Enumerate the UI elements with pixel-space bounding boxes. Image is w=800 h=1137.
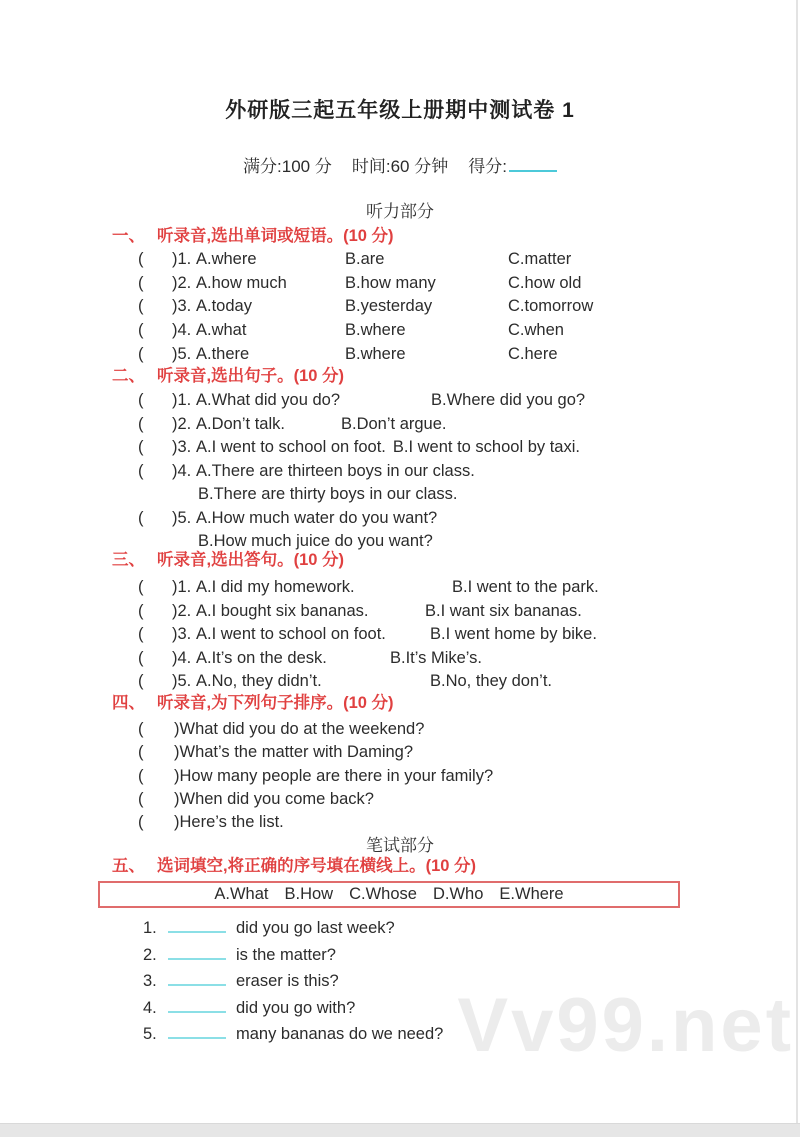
answer-bracket: ( — [138, 813, 144, 832]
answer-bracket: ( — [138, 789, 144, 808]
answer-bracket: ( — [138, 672, 144, 690]
answer-bracket: ( — [138, 414, 144, 433]
option-a: A.I went to school on foot. — [196, 438, 386, 456]
question-row — [138, 741, 800, 764]
question-row — [138, 248, 800, 272]
question-number: )3. — [172, 297, 192, 316]
fill-in-items — [143, 915, 800, 1048]
option-b: B.yesterday — [345, 297, 433, 316]
fill-in-item — [143, 1021, 800, 1048]
watermark: Vv99.net — [457, 983, 794, 1068]
meta-line — [0, 152, 800, 177]
score-field — [468, 152, 557, 177]
answer-bracket: ( — [138, 625, 144, 643]
item-text: did you go last week? — [236, 919, 395, 937]
answer-bracket: ( — [138, 508, 144, 527]
option-a: A.today — [196, 297, 252, 316]
question-number: )3. — [172, 625, 192, 643]
question-row — [138, 295, 800, 319]
answer-blank-line — [168, 973, 226, 986]
sentence: )When did you come back? — [174, 789, 374, 808]
item-number: 5. — [143, 1025, 157, 1043]
question-row — [138, 413, 800, 437]
option-b-continuation: B.How much juice do you want? — [198, 532, 433, 550]
sentence: )What’s the matter with Daming? — [174, 743, 414, 762]
question-number: )1. — [172, 391, 192, 409]
option-a: A.How much water do you want? — [196, 508, 438, 527]
section-5-heading — [112, 856, 800, 876]
section-number: 二、 — [112, 367, 145, 385]
option-a: A.there — [196, 344, 250, 363]
question-number: )2. — [172, 601, 192, 620]
option-a: A.I bought six bananas. — [196, 601, 369, 620]
answer-bracket: ( — [138, 720, 144, 738]
answer-bracket: ( — [138, 438, 144, 456]
full-score-label: 满分:100 分 — [243, 157, 332, 176]
answer-bracket: ( — [138, 766, 144, 785]
section-title: 听录音,选出句子。(10 分) — [157, 367, 345, 385]
question-row — [138, 389, 800, 413]
question-row — [138, 343, 800, 367]
section-1-rows — [138, 248, 800, 367]
option-c: C.tomorrow — [508, 297, 594, 316]
question-row — [138, 272, 800, 296]
question-number: )3. — [172, 438, 192, 456]
section-2 — [0, 366, 800, 554]
option-a: A.No, they didn’t. — [196, 672, 322, 690]
answer-bracket: ( — [138, 461, 144, 480]
option-a: A.It’s on the desk. — [196, 648, 327, 667]
section-number: 五、 — [112, 857, 145, 875]
answer-bracket: ( — [138, 578, 144, 596]
question-row — [138, 647, 800, 671]
question-number: )4. — [172, 321, 192, 340]
option-b: B.Where did you go? — [431, 391, 586, 409]
question-row — [138, 319, 800, 343]
option-a: A.where — [196, 250, 257, 268]
answer-blank-line — [168, 1000, 226, 1013]
option-a: A.There are thirteen boys in our class. — [196, 461, 475, 480]
item-text: eraser is this? — [236, 972, 339, 990]
option-a: A.how much — [196, 273, 287, 292]
option-a: A.I did my homework. — [196, 578, 355, 596]
question-number: )4. — [172, 461, 192, 480]
option-b: B.where — [345, 321, 406, 340]
word-bank-option: B.How — [284, 885, 334, 903]
item-number: 4. — [143, 998, 157, 1017]
word-bank-box — [98, 881, 680, 908]
answer-bracket: ( — [138, 273, 144, 292]
answer-bracket: ( — [138, 321, 144, 340]
option-b: B.how many — [345, 273, 436, 292]
question-row — [138, 436, 800, 460]
option-a: A.I went to school on foot. — [196, 625, 386, 643]
option-c: C.when — [508, 321, 564, 340]
sentence: )How many people are there in your family? — [174, 766, 494, 785]
answer-bracket: ( — [138, 743, 144, 762]
section-2-heading — [112, 366, 800, 386]
option-b: B.are — [345, 250, 385, 268]
question-row — [138, 670, 800, 694]
option-b: B.I want six bananas. — [425, 601, 582, 620]
score-label: 得分: — [468, 157, 507, 176]
section-1 — [0, 226, 800, 367]
sentence: )What did you do at the weekend? — [174, 720, 425, 738]
answer-bracket: ( — [138, 344, 144, 363]
section-4-heading — [112, 693, 800, 713]
question-row — [138, 788, 800, 811]
option-c: C.matter — [508, 250, 572, 268]
section-number: 三、 — [112, 551, 145, 569]
item-text: is the matter? — [236, 945, 336, 964]
item-text: did you go with? — [236, 998, 356, 1017]
page-bottom-strip — [0, 1123, 800, 1137]
sentence: )Here’s the list. — [174, 813, 284, 832]
question-number: )1. — [172, 250, 192, 268]
option-a: A.Don’t talk. — [196, 414, 285, 433]
answer-bracket: ( — [138, 250, 144, 268]
section-title: 选词填空,将正确的序号填在横线上。(10 分) — [157, 857, 477, 875]
item-number: 3. — [143, 972, 157, 990]
option-b-continuation: B.There are thirty boys in our class. — [198, 485, 458, 503]
question-number: )5. — [172, 672, 192, 690]
option-b: B.No, they don’t. — [430, 672, 552, 690]
option-c: C.how old — [508, 273, 582, 292]
question-number: )5. — [172, 508, 192, 527]
section-title: 听录音,为下列句子排序。(10 分) — [157, 694, 394, 712]
part-header-written: 笔试部分 — [366, 836, 434, 855]
word-bank-option: E.Where — [499, 885, 564, 903]
question-number: )1. — [172, 578, 192, 596]
fill-in-item — [143, 968, 800, 995]
option-b: B.I went to school by taxi. — [392, 438, 580, 456]
option-b: B.I went to the park. — [452, 578, 599, 596]
option-c: C.here — [508, 344, 558, 363]
section-title: 听录音,选出单词或短语。(10 分) — [157, 227, 394, 245]
question-number: )5. — [172, 344, 192, 363]
section-3-heading — [112, 550, 800, 570]
question-row — [138, 507, 800, 531]
question-row — [138, 623, 800, 647]
item-number: 2. — [143, 945, 157, 964]
section-4 — [0, 693, 800, 834]
section-5 — [0, 856, 800, 1048]
page-right-edge — [796, 0, 798, 1123]
question-number: )4. — [172, 648, 192, 667]
section-3-rows — [138, 576, 800, 694]
item-text: many bananas do we need? — [236, 1025, 444, 1043]
question-row — [138, 460, 800, 484]
option-b: B.It’s Mike’s. — [390, 648, 482, 667]
fill-in-item — [143, 915, 800, 942]
answer-bracket: ( — [138, 648, 144, 667]
section-number: 四、 — [112, 694, 145, 712]
section-number: 一、 — [112, 227, 145, 245]
question-row — [138, 600, 800, 624]
answer-blank-line — [168, 1026, 226, 1039]
question-row — [138, 576, 800, 600]
page-title: 外研版三起五年级上册期中测试卷 1 — [225, 99, 575, 122]
score-blank-line — [509, 158, 557, 172]
question-number: )2. — [172, 273, 192, 292]
word-bank-option: A.What — [214, 885, 269, 903]
fill-in-item — [143, 995, 800, 1022]
option-b: B.I went home by bike. — [430, 625, 597, 643]
section-4-rows — [138, 718, 800, 834]
answer-blank-line — [168, 947, 226, 960]
answer-bracket: ( — [138, 601, 144, 620]
option-b: B.Don’t argue. — [341, 414, 447, 433]
option-a: A.What did you do? — [196, 391, 341, 409]
time-label: 时间:60 分钟 — [351, 157, 449, 176]
section-title: 听录音,选出答句。(10 分) — [157, 551, 345, 569]
option-a: A.what — [196, 321, 247, 340]
fill-in-item — [143, 942, 800, 969]
question-number: )2. — [172, 414, 192, 433]
item-number: 1. — [143, 919, 157, 937]
part-header-listening: 听力部分 — [366, 202, 434, 221]
question-row — [138, 765, 800, 788]
answer-blank-line — [168, 920, 226, 933]
word-bank-option: D.Who — [432, 885, 484, 903]
answer-bracket: ( — [138, 297, 144, 316]
word-bank-option: C.Whose — [349, 885, 417, 903]
answer-bracket: ( — [138, 391, 144, 409]
question-row — [138, 718, 800, 741]
section-3 — [0, 550, 800, 694]
section-1-heading — [112, 226, 800, 246]
option-b: B.where — [345, 344, 406, 363]
section-2-rows — [138, 389, 800, 554]
